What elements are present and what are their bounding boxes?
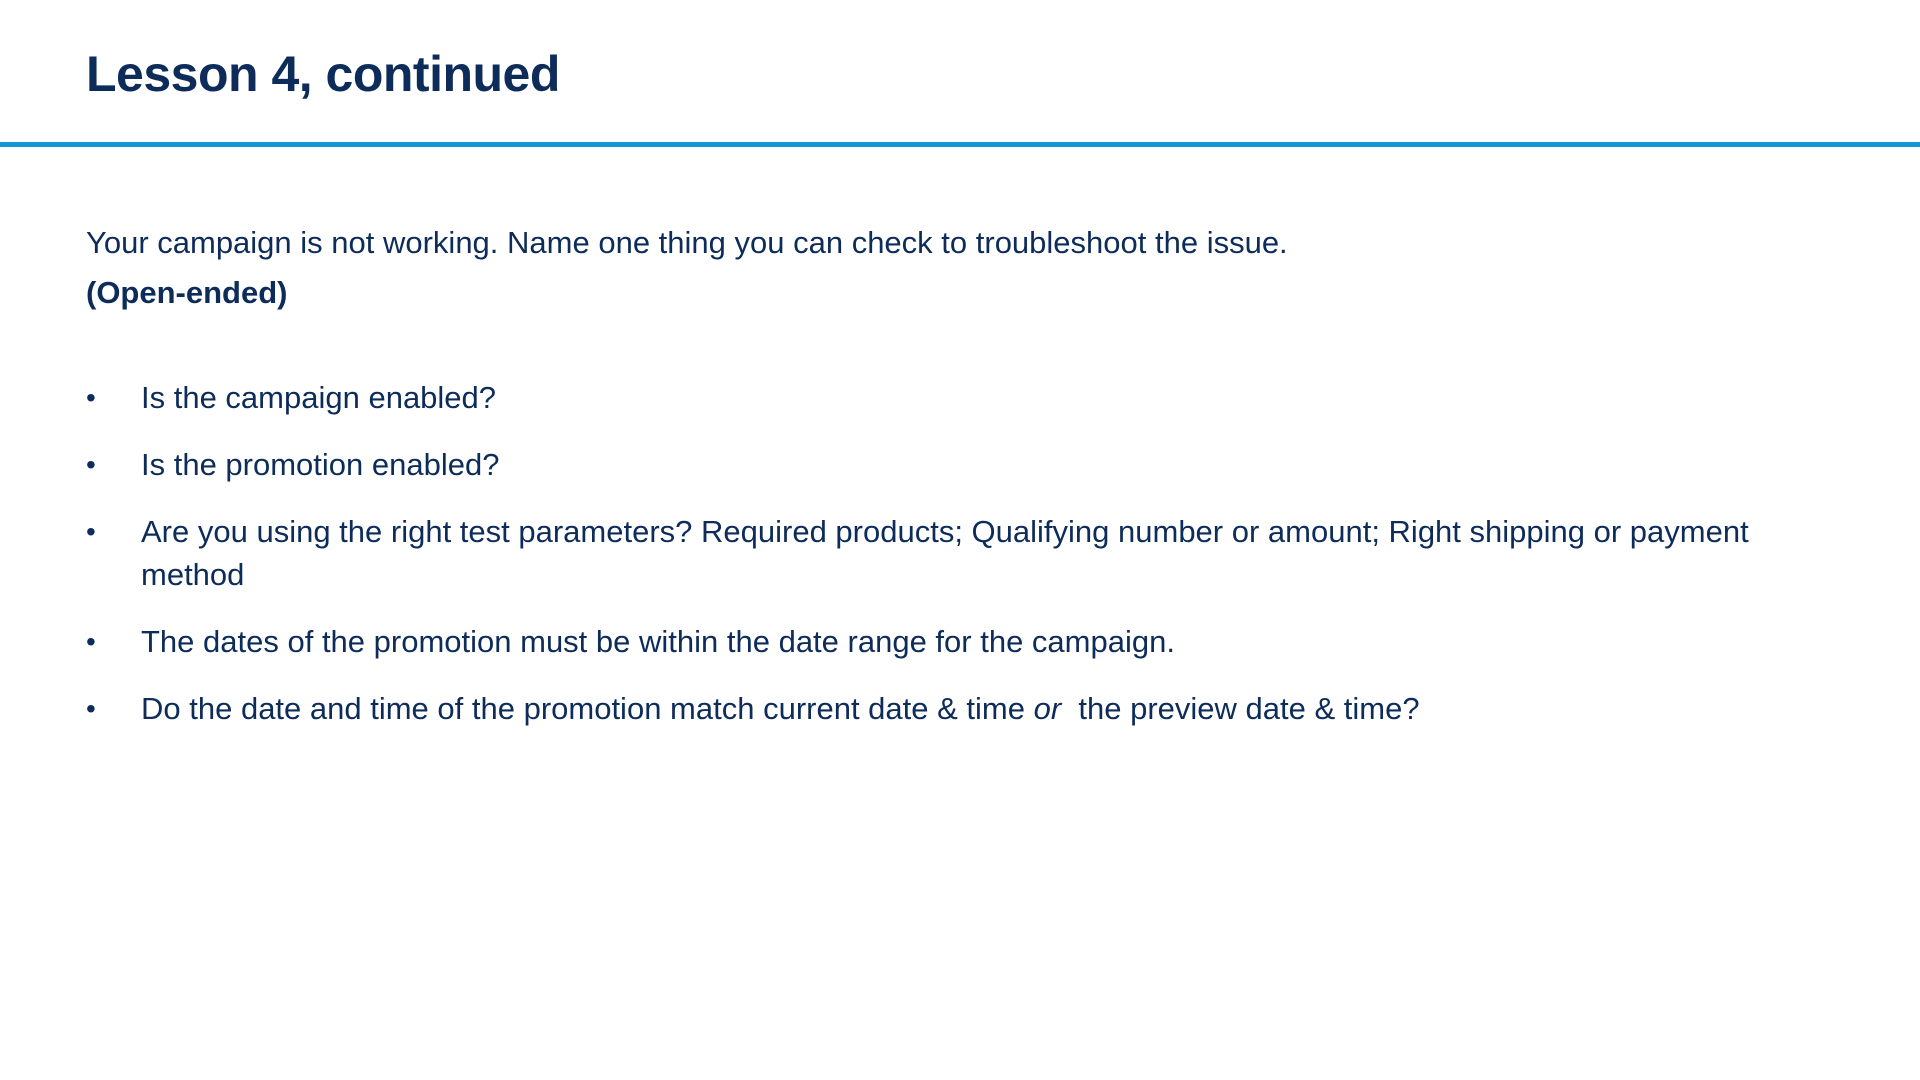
list-item <box>86 376 1786 419</box>
answer-text-emphasis: or <box>1033 691 1062 726</box>
answer-text: Is the promotion enabled? <box>141 447 500 482</box>
bullet-icon: • <box>86 693 96 724</box>
answer-text-end: the preview date & time? <box>1061 691 1420 726</box>
list-item <box>86 687 1786 730</box>
answer-text: Are you using the right test parameters? Required products; Qualifying number or amount; Right shipping or payment method <box>141 514 1749 592</box>
question-note: (Open-ended) <box>86 275 288 310</box>
answer-list <box>86 376 1786 754</box>
answer-text <box>141 691 1420 726</box>
answer-text: Is the campaign enabled? <box>141 380 497 415</box>
slide-title: Lesson 4, continued <box>86 46 560 102</box>
question-text: Your campaign is not working. Name one thing you can check to troubleshoot the issue. <box>86 225 1288 260</box>
title-divider <box>0 142 1920 147</box>
list-item <box>86 620 1786 663</box>
bullet-icon: • <box>86 449 96 480</box>
list-item <box>86 443 1786 486</box>
bullet-icon: • <box>86 382 96 413</box>
bullet-icon: • <box>86 516 96 547</box>
bullet-icon: • <box>86 626 96 657</box>
answer-text-start: Do the date and time of the promotion match current date & time <box>141 691 1034 726</box>
list-item <box>86 510 1786 596</box>
answer-text: The dates of the promotion must be within the date range for the campaign. <box>141 624 1175 659</box>
